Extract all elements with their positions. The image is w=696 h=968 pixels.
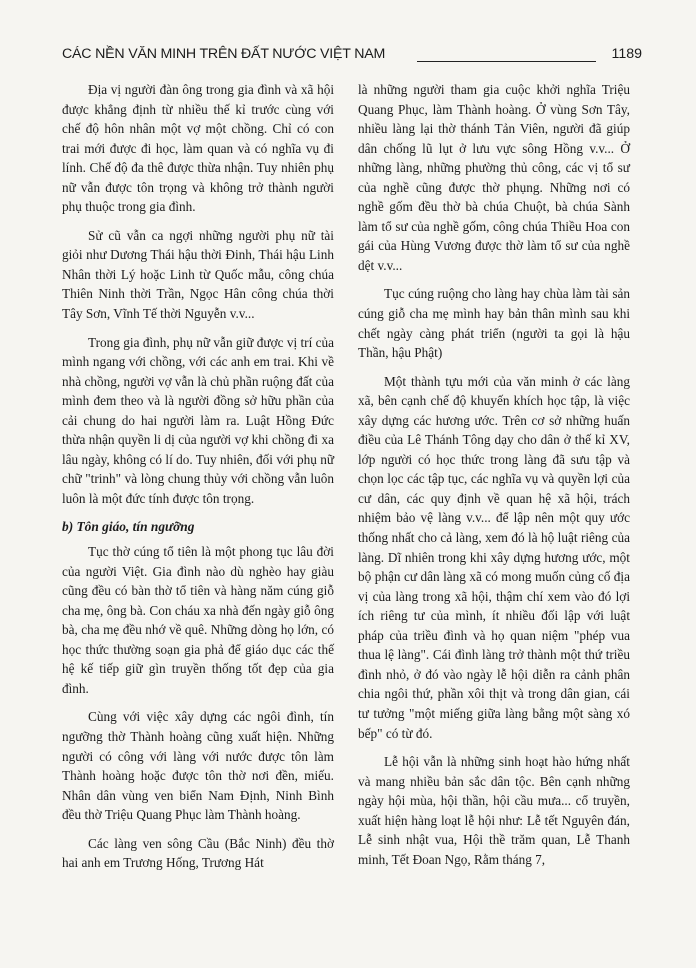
paragraph: Các làng ven sông Cầu (Bắc Ninh) đều thờ hai anh em Trương Hống, Trương Hát [62,835,334,871]
running-title: CÁC NỀN VĂN MINH TRÊN ĐẤT NƯỚC VIỆT NAM [62,46,386,62]
section-heading: b) Tôn giáo, tín ngưỡng [62,519,195,535]
paragraph: Một thành tựu mới của văn minh ở các làng xã, bên cạnh chế độ khuyến khích học tập, là việc xây dựng các hương ước. Trên cơ sở những huấn điều của Lê Thánh Tông dạy cho dân ở thế kỉ XV, lớp người có học thức trong làng đã sưu tập và chọn lọc các tập tục, các nghĩa vụ và quyền lợi của cư dân, các quy định về quan hệ xã hội, trách nhiệm bảo vệ làng v.v... để lập nên một quy ước thống nhất cho cả làng, xem đó là hộ luật riêng của làng. Dĩ nhiên trong khi xây dựng hương ước, một bộ phận cư dân làng xã có mong muốn củng cố địa vị của làng trong xã hội, thậm chí xem vào đó lợi ích riêng tư của mình, ít nhiều đối lập với luật pháp của triều đình và họ quan niệm "phép vua thua lệ làng". Cái đình làng trở thành một thứ triều đình nhỏ, ở đó vào ngày lễ hội diễn ra cảnh phân chia ngôi thứ, phần xôi thịt và trong dân gian, cái tư tưởng "một miếng giữa làng bằng một sàng xó bếp" có từ đó. [358,373,630,741]
paragraph: Cùng với việc xây dựng các ngôi đình, tín ngưỡng thờ Thành hoàng cũng xuất hiện. Những người có công với làng với nước được tôn làm Thành hoàng hoặc được tôn thờ nơi đền, miếu. Nhân dân vùng ven biển Nam Định, Ninh Bình đều thờ Triệu Quang Phục làm Thành hoàng. [62,709,334,823]
page-number: 1189 [611,46,642,62]
paragraph: Địa vị người đàn ông trong gia đình và xã hội được khẳng định từ nhiều thế kỉ trước cùng với chế độ hôn nhân một vợ một chồng. Chỉ có con trai mới được đi học, làm quan và có nghĩa vụ đi lính. Chế độ đa thê được thừa nhận. Tuy nhiên phụ nữ vẫn được tôn trọng và không trở thành người phụ thuộc trong gia đình. [62,82,334,215]
paragraph: Lễ hội vẫn là những sinh hoạt hào hứng nhất và mang nhiều bản sắc dân tộc. Bên cạnh những ngày hội mùa, hội thần, hội cầu mưa... cổ truyền, xuất hiện hàng loạt lễ hội như: Lễ tết Nguyên đán, Lễ sinh nhật vua, Hội thề trăm quan, Lễ Thanh minh, Tết Đoan Ngọ, Rằm tháng 7, [358,754,630,867]
paragraph: Trong gia đình, phụ nữ vẫn giữ được vị trí của mình ngang với chồng, với các anh em trai. Khi về nhà chồng, người vợ vẫn là chủ phần ruộng đất của mình đem theo và là người đồng sở hữu phần của cải chung do hai người làm ra. Luật Hồng Đức thừa nhận quyền li dị của người vợ khi chồng đi xa lâu ngày, không có lí do. Tuy nhiên, đối với phụ nữ chữ "trinh" và lòng chung thủy với chồng vẫn luôn luôn là một đức tính được tôn trọng. [62,334,334,506]
paragraph: Sử cũ vẫn ca ngợi những người phụ nữ tài giỏi như Dương Thái hậu thời Đinh, Thái hậu Linh Nhân thời Lý hoặc Linh từ Quốc mẫu, công chúa Thiên Ninh thời Trần, Ngọc Hân công chúa thời Tây Sơn, Vĩnh Tế thời Nguyễn v.v... [62,227,334,322]
right-column [358,80,630,878]
paragraph: Tục cúng ruộng cho làng hay chùa làm tài sản cúng giỗ cha mẹ mình hay bản thân mình sau khi chết ngày càng phát triển (người ta gọi là hậu Thần, hậu Phật) [358,286,630,361]
left-column [62,80,334,882]
paragraph-continuation: là những người tham gia cuộc khởi nghĩa Triệu Quang Phục, làm Thành hoàng. Ở vùng Sơn Tây, nhiều làng lại thờ thánh Tản Viên, người đã giúp dân chống lũ lụt ở lưu vực sông Hồng v.v... Ở những làng, những phường thủ công, các vị tổ sư của nghề cũng được thờ phụng. Những nơi có nghề gốm đều thờ bà chúa Chuột, bà chúa Sành làm tổ sư của nghề gốm, công chúa Thiều Hoa con gái của Hùng Vương được thờ làm tổ sư của nghề dệt v.v... [358,82,630,273]
header-rule [417,61,596,62]
paragraph: Tục thờ cúng tổ tiên là một phong tục lâu đời của người Việt. Gia đình nào dù nghèo hay giàu cũng đều có bàn thờ tổ tiên và hàng năm cúng giỗ cha mẹ, ông bà. Con cháu xa nhà đến ngày giỗ ông bà, cha mẹ đều nhớ về quê. Những dòng họ lớn, có học thức thường soạn gia phả để giáo dục các thế hệ kế tiếp giữ gìn truyền thống tốt đẹp của gia đình. [62,544,334,696]
page-header [62,46,642,70]
